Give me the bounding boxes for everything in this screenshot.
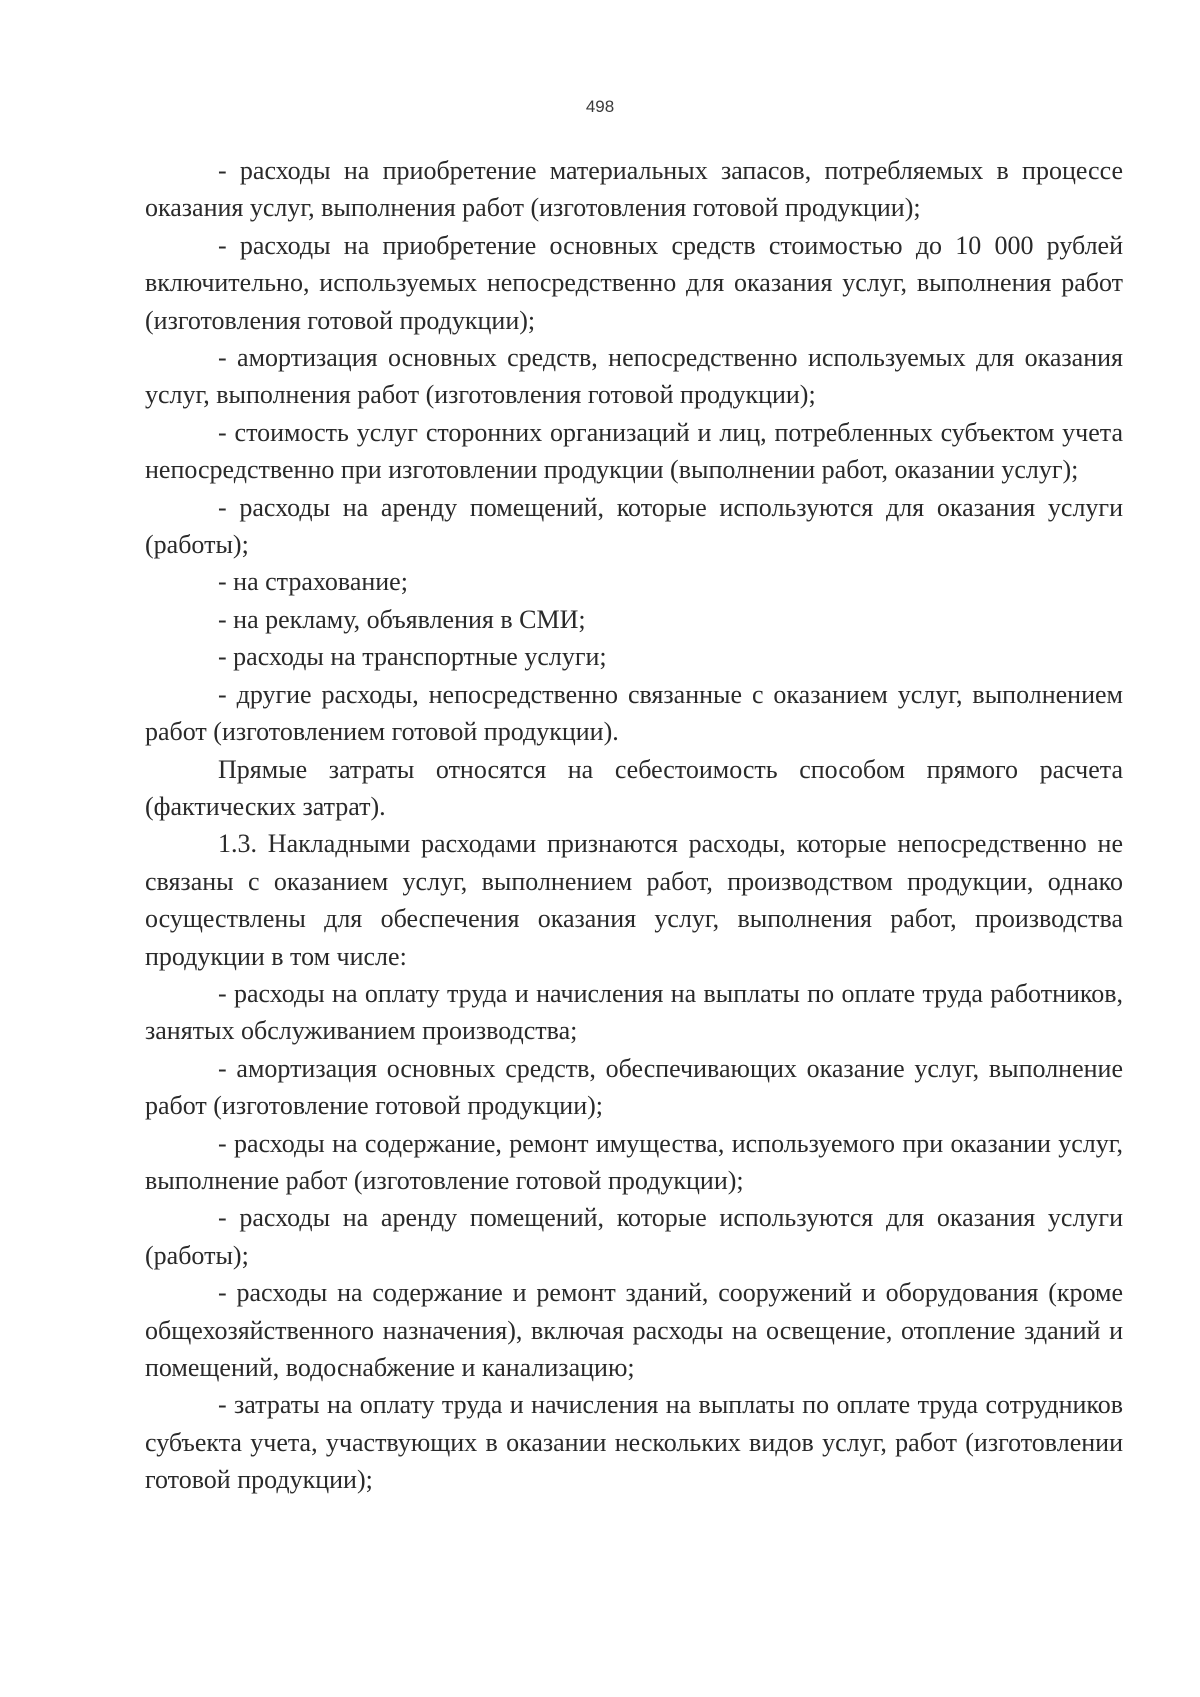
paragraph: - расходы на оплату труда и начисления на выплаты по оплате труда работников, занятых обслуживанием производства;	[145, 978, 1123, 1046]
paragraph: - на страхование;	[218, 567, 408, 597]
paragraph: - амортизация основных средств, непосредственно используемых для оказания услуг, выполнения работ (изготовления готовой продукции);	[145, 343, 1123, 410]
paragraph: - расходы на содержание, ремонт имущества, используемого при оказании услуг, выполнение работ (изготовление готовой продукции);	[145, 1128, 1123, 1195]
paragraph: - расходы на содержание и ремонт зданий, сооружений и оборудования (кроме общехозяйственного назначения), включая расходы на освещение, отопление зданий и помещений, водоснабжение и канализацию;	[145, 1278, 1123, 1382]
document-body	[145, 152, 1123, 1499]
paragraph: 1.3. Накладными расходами признаются расходы, которые непосредственно не связаны с оказанием услуг, выполнением работ, производством продукции, однако осуществлены для обеспечения оказания услуг, выполнения работ, производства продукции в том числе:	[145, 829, 1123, 971]
paragraph: - расходы на приобретение материальных запасов, потребляемых в процессе оказания услуг, выполнения работ (изготовления готовой продукции);	[145, 156, 1123, 223]
paragraph: - затраты на оплату труда и начисления на выплаты по оплате труда сотрудников субъекта учета, участвующих в оказании нескольких видов услуг, работ (изготовлении готовой продукции);	[145, 1390, 1123, 1495]
paragraph: - расходы на аренду помещений, которые используются для оказания услуги (работы);	[145, 1203, 1123, 1270]
paragraph: - расходы на аренду помещений, которые используются для оказания услуги (работы);	[145, 492, 1123, 560]
paragraph: - расходы на транспортные услуги;	[218, 642, 607, 672]
paragraph: Прямые затраты относятся на себестоимость способом прямого расчета (фактических затрат).	[145, 754, 1123, 821]
paragraph: - амортизация основных средств, обеспечивающих оказание услуг, выполнение работ (изготовление готовой продукции);	[145, 1053, 1123, 1121]
paragraph: - на рекламу, объявления в СМИ;	[218, 604, 586, 634]
paragraph: - расходы на приобретение основных средств стоимостью до 10 000 рублей включительно, используемых непосредственно для оказания услуг, выполнения работ (изготовления готовой продукции);	[145, 230, 1123, 335]
paragraph: - другие расходы, непосредственно связанные с оказанием услуг, выполнением работ (изготовлением готовой продукции).	[145, 679, 1123, 747]
page-number: 498	[585, 97, 615, 116]
paragraph: - стоимость услуг сторонних организаций и лиц, потребленных субъектом учета непосредственно при изготовлении продукции (выполнении работ, оказании услуг);	[145, 417, 1123, 485]
